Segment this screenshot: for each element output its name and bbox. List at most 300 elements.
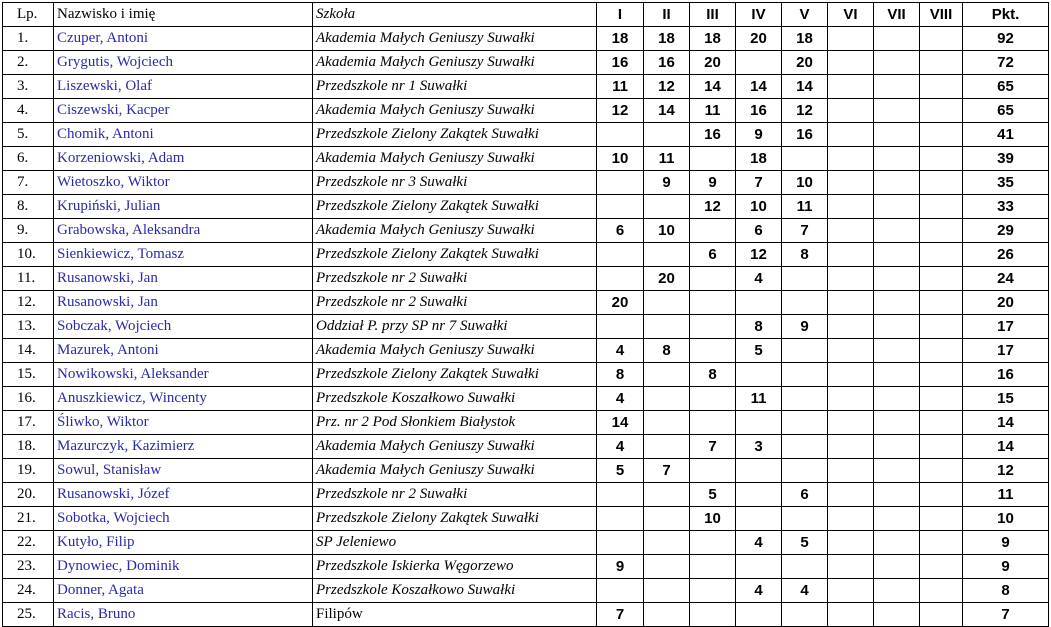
row-points: 33 [963, 195, 1049, 219]
row-score-round-7 [874, 531, 920, 555]
row-school: Akademia Małych Geniuszy Suwałki [313, 99, 597, 123]
row-score-round-3: 11 [690, 99, 736, 123]
row-score-round-8 [920, 75, 963, 99]
row-name: Sobczak, Wojciech [54, 315, 313, 339]
row-score-round-3: 6 [690, 243, 736, 267]
row-score-round-6 [828, 99, 874, 123]
row-score-round-5 [782, 435, 828, 459]
row-points: 15 [963, 387, 1049, 411]
row-score-round-6 [828, 51, 874, 75]
row-score-round-4 [736, 411, 782, 435]
row-points: 17 [963, 315, 1049, 339]
row-points: 72 [963, 51, 1049, 75]
row-school: Przedszkole Koszałkowo Suwałki [313, 387, 597, 411]
table-row [3, 555, 1049, 579]
row-score-round-1: 8 [597, 363, 644, 387]
row-score-round-8 [920, 171, 963, 195]
row-score-round-7 [874, 435, 920, 459]
row-school: Akademia Małych Geniuszy Suwałki [313, 27, 597, 51]
row-school: SP Jeleniewo [313, 531, 597, 555]
row-points: 11 [963, 483, 1049, 507]
table-row [3, 339, 1049, 363]
row-score-round-2: 14 [644, 99, 690, 123]
row-score-round-8 [920, 555, 963, 579]
row-score-round-3 [690, 219, 736, 243]
header-round-3: III [690, 3, 736, 27]
row-points: 65 [963, 75, 1049, 99]
table-row [3, 435, 1049, 459]
row-score-round-4: 16 [736, 99, 782, 123]
row-school: Przedszkole nr 2 Suwałki [313, 267, 597, 291]
row-score-round-7 [874, 507, 920, 531]
row-points: 9 [963, 531, 1049, 555]
row-score-round-1 [597, 483, 644, 507]
table-row [3, 99, 1049, 123]
row-score-round-5 [782, 411, 828, 435]
row-score-round-8 [920, 483, 963, 507]
row-score-round-4: 4 [736, 531, 782, 555]
row-school: Akademia Małych Geniuszy Suwałki [313, 459, 597, 483]
row-score-round-7 [874, 99, 920, 123]
row-points: 39 [963, 147, 1049, 171]
table-row [3, 387, 1049, 411]
header-school: Szkoła [313, 3, 597, 27]
row-points: 10 [963, 507, 1049, 531]
row-score-round-1 [597, 171, 644, 195]
table-row [3, 171, 1049, 195]
row-score-round-7 [874, 291, 920, 315]
row-school: Przedszkole Zielony Zakątek Suwałki [313, 243, 597, 267]
row-school: Prz. nr 2 Pod Słonkiem Białystok [313, 411, 597, 435]
table-row [3, 507, 1049, 531]
row-score-round-7 [874, 267, 920, 291]
row-score-round-4: 14 [736, 75, 782, 99]
row-score-round-4 [736, 603, 782, 627]
row-name: Korzeniowski, Adam [54, 147, 313, 171]
row-points: 20 [963, 291, 1049, 315]
row-lp: 3. [3, 75, 54, 99]
row-lp: 13. [3, 315, 54, 339]
row-score-round-2 [644, 579, 690, 603]
row-score-round-1: 7 [597, 603, 644, 627]
row-score-round-6 [828, 579, 874, 603]
row-score-round-3: 18 [690, 27, 736, 51]
row-school: Akademia Małych Geniuszy Suwałki [313, 51, 597, 75]
row-lp: 7. [3, 171, 54, 195]
row-score-round-1: 4 [597, 387, 644, 411]
row-score-round-6 [828, 531, 874, 555]
row-lp: 17. [3, 411, 54, 435]
row-name: Rusanowski, Jan [54, 267, 313, 291]
row-name: Racis, Bruno [54, 603, 313, 627]
row-score-round-4: 9 [736, 123, 782, 147]
row-score-round-4 [736, 51, 782, 75]
row-lp: 11. [3, 267, 54, 291]
row-name: Sowul, Stanisław [54, 459, 313, 483]
row-score-round-2: 7 [644, 459, 690, 483]
row-lp: 25. [3, 603, 54, 627]
row-points: 35 [963, 171, 1049, 195]
header-name: Nazwisko i imię [54, 3, 313, 27]
row-score-round-6 [828, 507, 874, 531]
row-lp: 10. [3, 243, 54, 267]
table-row [3, 123, 1049, 147]
row-score-round-6 [828, 339, 874, 363]
row-lp: 19. [3, 459, 54, 483]
row-score-round-5 [782, 603, 828, 627]
row-score-round-6 [828, 27, 874, 51]
row-score-round-8 [920, 387, 963, 411]
row-score-round-2: 20 [644, 267, 690, 291]
row-score-round-3: 9 [690, 171, 736, 195]
row-score-round-2 [644, 315, 690, 339]
row-score-round-8 [920, 219, 963, 243]
row-name: Wietoszko, Wiktor [54, 171, 313, 195]
row-score-round-8 [920, 363, 963, 387]
row-score-round-7 [874, 75, 920, 99]
row-points: 24 [963, 267, 1049, 291]
row-score-round-4 [736, 507, 782, 531]
row-score-round-1 [597, 123, 644, 147]
row-score-round-4 [736, 363, 782, 387]
row-school: Przedszkole Koszałkowo Suwałki [313, 579, 597, 603]
table-row [3, 27, 1049, 51]
row-score-round-7 [874, 171, 920, 195]
header-round-8: VIII [920, 3, 963, 27]
row-name: Rusanowski, Jan [54, 291, 313, 315]
row-score-round-2 [644, 507, 690, 531]
row-name: Donner, Agata [54, 579, 313, 603]
row-lp: 20. [3, 483, 54, 507]
results-body [3, 27, 1049, 627]
row-school: Akademia Małych Geniuszy Suwałki [313, 147, 597, 171]
row-school: Przedszkole Zielony Zakątek Suwałki [313, 195, 597, 219]
row-score-round-7 [874, 147, 920, 171]
row-score-round-7 [874, 603, 920, 627]
row-score-round-3 [690, 531, 736, 555]
row-score-round-8 [920, 531, 963, 555]
row-score-round-3 [690, 411, 736, 435]
row-lp: 9. [3, 219, 54, 243]
row-score-round-8 [920, 603, 963, 627]
row-points: 92 [963, 27, 1049, 51]
row-score-round-3 [690, 291, 736, 315]
row-score-round-3: 8 [690, 363, 736, 387]
row-name: Rusanowski, Józef [54, 483, 313, 507]
row-score-round-2 [644, 531, 690, 555]
row-score-round-3: 16 [690, 123, 736, 147]
table-row [3, 603, 1049, 627]
row-score-round-8 [920, 291, 963, 315]
row-score-round-5 [782, 387, 828, 411]
row-score-round-2: 16 [644, 51, 690, 75]
row-score-round-7 [874, 123, 920, 147]
row-school: Przedszkole nr 2 Suwałki [313, 291, 597, 315]
row-score-round-8 [920, 507, 963, 531]
row-lp: 6. [3, 147, 54, 171]
row-score-round-2 [644, 123, 690, 147]
row-score-round-1 [597, 195, 644, 219]
header-round-7: VII [874, 3, 920, 27]
row-score-round-8 [920, 315, 963, 339]
row-score-round-2 [644, 411, 690, 435]
row-score-round-5 [782, 147, 828, 171]
row-score-round-8 [920, 195, 963, 219]
row-score-round-8 [920, 147, 963, 171]
row-score-round-8 [920, 267, 963, 291]
row-score-round-3: 5 [690, 483, 736, 507]
row-score-round-3 [690, 387, 736, 411]
row-school: Przedszkole nr 2 Suwałki [313, 483, 597, 507]
row-score-round-1 [597, 531, 644, 555]
row-lp: 21. [3, 507, 54, 531]
row-score-round-6 [828, 219, 874, 243]
row-score-round-7 [874, 243, 920, 267]
row-score-round-1 [597, 243, 644, 267]
row-score-round-3 [690, 267, 736, 291]
row-score-round-1 [597, 315, 644, 339]
row-name: Ciszewski, Kacper [54, 99, 313, 123]
row-score-round-2: 18 [644, 27, 690, 51]
row-score-round-8 [920, 99, 963, 123]
row-score-round-1: 5 [597, 459, 644, 483]
row-score-round-1: 9 [597, 555, 644, 579]
row-score-round-2: 9 [644, 171, 690, 195]
row-name: Sobotka, Wojciech [54, 507, 313, 531]
table-row [3, 291, 1049, 315]
row-score-round-6 [828, 555, 874, 579]
row-points: 7 [963, 603, 1049, 627]
row-name: Anuszkiewicz, Wincenty [54, 387, 313, 411]
row-school: Akademia Małych Geniuszy Suwałki [313, 339, 597, 363]
row-points: 41 [963, 123, 1049, 147]
row-name: Grygutis, Wojciech [54, 51, 313, 75]
row-school: Przedszkole Zielony Zakątek Suwałki [313, 363, 597, 387]
row-score-round-6 [828, 75, 874, 99]
row-score-round-3: 14 [690, 75, 736, 99]
row-score-round-1: 18 [597, 27, 644, 51]
row-score-round-4: 8 [736, 315, 782, 339]
row-score-round-8 [920, 459, 963, 483]
row-score-round-1: 11 [597, 75, 644, 99]
row-name: Dynowiec, Dominik [54, 555, 313, 579]
table-row [3, 483, 1049, 507]
row-score-round-8 [920, 123, 963, 147]
row-score-round-4: 5 [736, 339, 782, 363]
table-row [3, 531, 1049, 555]
results-table [2, 2, 1049, 627]
row-score-round-6 [828, 123, 874, 147]
row-score-round-5 [782, 555, 828, 579]
row-score-round-5: 18 [782, 27, 828, 51]
row-lp: 15. [3, 363, 54, 387]
table-row [3, 75, 1049, 99]
row-points: 29 [963, 219, 1049, 243]
row-points: 12 [963, 459, 1049, 483]
row-score-round-4: 18 [736, 147, 782, 171]
header-round-4: IV [736, 3, 782, 27]
row-score-round-6 [828, 315, 874, 339]
row-score-round-5 [782, 459, 828, 483]
row-score-round-8 [920, 579, 963, 603]
row-score-round-6 [828, 459, 874, 483]
row-score-round-3: 10 [690, 507, 736, 531]
row-score-round-1 [597, 579, 644, 603]
row-score-round-8 [920, 411, 963, 435]
row-school: Przedszkole Iskierka Węgorzewo [313, 555, 597, 579]
row-lp: 16. [3, 387, 54, 411]
row-points: 9 [963, 555, 1049, 579]
row-score-round-8 [920, 435, 963, 459]
row-score-round-4: 12 [736, 243, 782, 267]
row-score-round-3 [690, 339, 736, 363]
row-score-round-7 [874, 579, 920, 603]
row-score-round-6 [828, 243, 874, 267]
row-lp: 8. [3, 195, 54, 219]
row-score-round-7 [874, 387, 920, 411]
row-score-round-4: 3 [736, 435, 782, 459]
row-name: Krupiński, Julian [54, 195, 313, 219]
table-row [3, 363, 1049, 387]
row-score-round-4: 11 [736, 387, 782, 411]
row-score-round-7 [874, 483, 920, 507]
row-score-round-2 [644, 243, 690, 267]
row-name: Sienkiewicz, Tomasz [54, 243, 313, 267]
table-row [3, 147, 1049, 171]
table-row [3, 411, 1049, 435]
row-school: Akademia Małych Geniuszy Suwałki [313, 219, 597, 243]
row-school: Przedszkole nr 1 Suwałki [313, 75, 597, 99]
row-score-round-3: 12 [690, 195, 736, 219]
row-score-round-6 [828, 363, 874, 387]
row-lp: 5. [3, 123, 54, 147]
row-score-round-7 [874, 339, 920, 363]
table-row [3, 315, 1049, 339]
row-points: 16 [963, 363, 1049, 387]
row-score-round-5: 16 [782, 123, 828, 147]
row-score-round-5 [782, 291, 828, 315]
header-round-6: VI [828, 3, 874, 27]
row-lp: 12. [3, 291, 54, 315]
row-score-round-7 [874, 27, 920, 51]
row-score-round-7 [874, 363, 920, 387]
row-score-round-1: 20 [597, 291, 644, 315]
header-round-2: II [644, 3, 690, 27]
row-points: 26 [963, 243, 1049, 267]
row-score-round-5: 20 [782, 51, 828, 75]
row-score-round-6 [828, 171, 874, 195]
row-score-round-2 [644, 363, 690, 387]
row-score-round-5: 9 [782, 315, 828, 339]
row-score-round-4 [736, 291, 782, 315]
row-score-round-6 [828, 147, 874, 171]
row-score-round-8 [920, 27, 963, 51]
row-lp: 14. [3, 339, 54, 363]
row-lp: 4. [3, 99, 54, 123]
row-score-round-4 [736, 483, 782, 507]
row-score-round-2 [644, 483, 690, 507]
row-school: Przedszkole nr 3 Suwałki [313, 171, 597, 195]
row-name: Mazurczyk, Kazimierz [54, 435, 313, 459]
row-lp: 24. [3, 579, 54, 603]
row-score-round-5: 4 [782, 579, 828, 603]
row-score-round-2: 10 [644, 219, 690, 243]
header-points: Pkt. [963, 3, 1049, 27]
row-score-round-6 [828, 483, 874, 507]
row-score-round-1 [597, 507, 644, 531]
row-points: 14 [963, 411, 1049, 435]
row-score-round-7 [874, 555, 920, 579]
row-score-round-6 [828, 435, 874, 459]
row-score-round-2 [644, 555, 690, 579]
row-score-round-2 [644, 387, 690, 411]
row-score-round-4: 4 [736, 579, 782, 603]
row-score-round-3 [690, 147, 736, 171]
row-score-round-1 [597, 267, 644, 291]
row-lp: 1. [3, 27, 54, 51]
row-score-round-1: 10 [597, 147, 644, 171]
row-score-round-3 [690, 579, 736, 603]
table-row [3, 267, 1049, 291]
row-score-round-5 [782, 363, 828, 387]
table-row [3, 195, 1049, 219]
row-name: Liszewski, Olaf [54, 75, 313, 99]
row-score-round-2: 11 [644, 147, 690, 171]
row-score-round-2 [644, 291, 690, 315]
row-score-round-5: 14 [782, 75, 828, 99]
row-score-round-8 [920, 51, 963, 75]
row-score-round-2: 12 [644, 75, 690, 99]
row-school: Filipów [313, 603, 597, 627]
row-points: 65 [963, 99, 1049, 123]
header-lp: Lp. [3, 3, 54, 27]
row-score-round-6 [828, 603, 874, 627]
row-score-round-3 [690, 459, 736, 483]
row-score-round-7 [874, 51, 920, 75]
row-score-round-7 [874, 219, 920, 243]
row-score-round-5 [782, 339, 828, 363]
row-points: 14 [963, 435, 1049, 459]
row-school: Akademia Małych Geniuszy Suwałki [313, 435, 597, 459]
header-row [3, 3, 1049, 27]
row-score-round-6 [828, 195, 874, 219]
row-score-round-4 [736, 459, 782, 483]
row-score-round-2 [644, 435, 690, 459]
row-name: Nowikowski, Aleksander [54, 363, 313, 387]
row-score-round-2 [644, 195, 690, 219]
row-name: Śliwko, Wiktor [54, 411, 313, 435]
row-score-round-6 [828, 291, 874, 315]
row-score-round-3 [690, 555, 736, 579]
row-name: Chomik, Antoni [54, 123, 313, 147]
row-score-round-4: 7 [736, 171, 782, 195]
row-score-round-4: 10 [736, 195, 782, 219]
table-row [3, 243, 1049, 267]
row-score-round-7 [874, 315, 920, 339]
row-score-round-7 [874, 459, 920, 483]
row-score-round-5: 12 [782, 99, 828, 123]
table-row [3, 219, 1049, 243]
row-score-round-5 [782, 267, 828, 291]
row-score-round-6 [828, 387, 874, 411]
row-score-round-5: 8 [782, 243, 828, 267]
row-school: Przedszkole Zielony Zakątek Suwałki [313, 123, 597, 147]
row-score-round-7 [874, 195, 920, 219]
row-score-round-1: 12 [597, 99, 644, 123]
header-round-5: V [782, 3, 828, 27]
row-score-round-1: 16 [597, 51, 644, 75]
table-row [3, 579, 1049, 603]
